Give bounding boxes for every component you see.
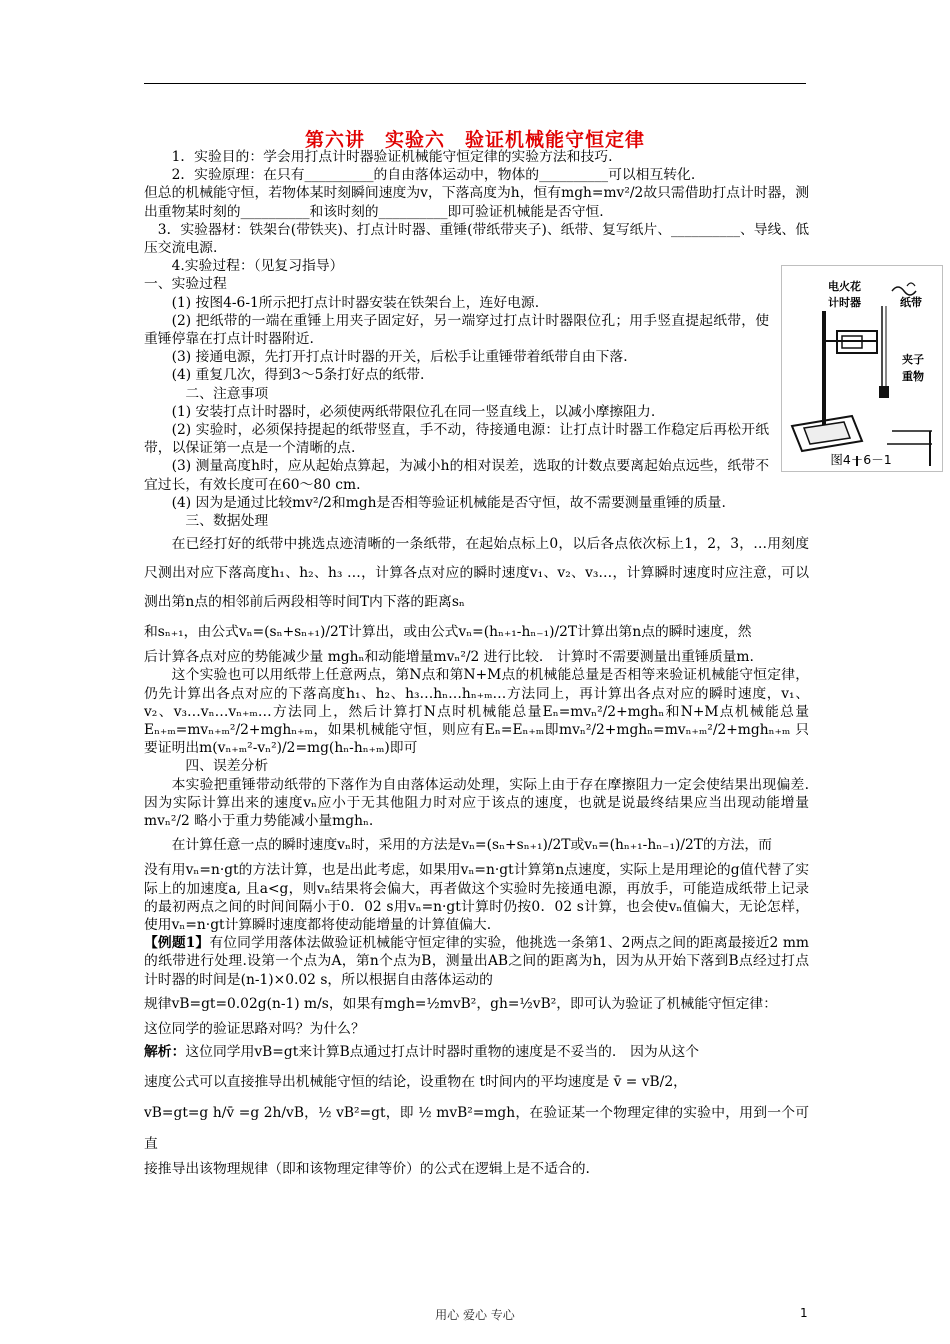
document-body [144,148,823,1178]
example-label: 【例题1】 [144,935,210,952]
figure-label-timer: 计时器 [828,296,861,309]
figure-label-weight: 重物 [902,370,924,383]
list-item: (1) 按图4-6-1所示把打点计时器安装在铁架台上，连好电源. [171,294,540,311]
list-item: (3) 测量高度h时，应从起始点算起，为减小h的相对误差，选取的计数点要离起始点远些，纸带不宜过长，有效长度可在60～80 cm. [144,458,769,493]
section2-heading: 二、注意事项 [185,385,269,402]
page-title: 第六讲 实验六 验证机械能守恒定律 [304,129,645,151]
answer-p2: 速度公式可以直接推导出机械能守恒的结论，设重物在 t时间内的平均速度是 v̄ = vB/2， [144,1073,687,1090]
figure-caption: 图4－6－1 [830,452,892,467]
list-item: (4) 因为是通过比较mv²/2和mgh是否相等验证机械能是否守恒，故不需要测量重锤的质量. [171,494,726,511]
list-item: (4) 重复几次，得到3～5条打好点的纸带. [171,367,425,384]
answer-p4: 接推导出该物理规律（即和该物理定律等价）的公式在逻辑上是不适合的. [144,1160,590,1177]
section4-heading: 四、误差分析 [185,758,269,775]
figure-label-clip: 夹子 [902,353,924,366]
section1-heading: 一、实验过程 [144,276,227,293]
answer-text: 这位同学用vB=gt来计算B点通过打点计时器时重物的速度是不妥当的. 因为从这个 [185,1043,700,1060]
equipment-text: 3．实验器材：铁架台(带铁夹)、打点计时器、重锤(带纸带夹子)、纸带、复写纸片、__________、导线、低压交流电源. [144,221,809,257]
list-item: (2) 把纸带的一端在重锤上用夹子固定好，另一端穿过打点计时器限位孔；用手竖直提起纸带，使重锤停靠在打点计时器附近. [144,312,769,348]
page-number: 1 [800,1306,808,1320]
error-analysis-p2a: 在计算任意一点的瞬时速度vₙ时，采用的方法是vₙ=(sₙ+sₙ₊₁)/2T或vₙ=(hₙ₊₁-hₙ₋₁)/2T的方法，而 [171,837,772,854]
list-item: (1) 安装打点计时器时，必须使两纸带限位孔在同一竖直线上，以减小摩擦阻力. [171,403,656,420]
apparatus-figure [781,265,943,472]
data-processing-p1c: 后计算各点对应的势能减少量 mghₙ和动能增量mvₙ²/2 进行比较. 计算时不需要测量出重锤质量m. [144,649,754,666]
error-analysis-p2b: 没有用vₙ=n·gt的方法计算，也是出此考虑，如果用vₙ=n·gt计算第n点速度，实际上是用理论的g值代替了实际上的加速度a, 且a<g，则vₙ结果将会偏大，再者做这个实验时先接通电源，再放手，可能造成纸带上记录的最初两点之间的时间间隔小于0．02 s用vₙ=n·gt计算时仍按0．02 s计算，也会使vₙ值偏大，无论怎样，使用vₙ=n·gt计算瞬时速度都将使动能增量的计算值偏大. [144,862,809,933]
procedure-title: 4.实验过程：（见复习指导） [171,258,344,275]
footer-text: 用心 爱心 专心 [435,1308,515,1322]
section1-steps [144,294,769,494]
list-item: (2) 实验时，必须保持提起的纸带竖直，手不动，待接通电源：让打点计时器工作稳定后再松开纸带，以保证第一点是一个清晰的点. [144,422,769,457]
data-processing-p1: 在已经打好的纸带中挑选点迹清晰的一条纸带，在起始点标上0，以后各点依次标上1，2，3，…用刻度尺测出对应下落高度h₁、h₂、h₃ …，计算各点对应的瞬时速度v₁、v₂、v₃…，计算瞬时速度时应注意，可以测出第n点的相邻前后两段相等时间T内下落的距离sₙ [144,536,809,611]
example-p1 [144,934,809,989]
answer-p3: vB=gt=g h/v̄ =g 2h/vB，½ vB²=gt，即 ½ mvB²=mgh，在验证某一个物理定律的实验中，用到一个可直 [144,1104,809,1152]
header-rule [144,83,806,84]
purpose-text: 1．实验目的：学会用打点计时器验证机械能守恒定律的实验方法和技巧. [171,149,613,165]
principle-text-b: 但总的机械能守恒，若物体某时刻瞬间速度为v，下落高度为h，恒有mgh=mv²/2故只需借助打点计时器，测出重物某时刻的__________和该时刻的__________即可验证机械能是否守恒. [144,185,809,220]
error-analysis-p1: 本实验把重锤带动纸带的下落作为自由落体运动处理，实际上由于存在摩擦阻力一定会使结果出现偏差. 因为实际计算出来的速度vₙ应小于无其他阻力时对应于该点的速度，也就是说最终结果应当出现动能增量mvₙ²/2 略小于重力势能减小量mghₙ. [144,776,823,830]
answer-p1 [144,1038,809,1067]
figure-label-spark: 电火花 [828,280,861,293]
example-question: 这位同学的验证思路对吗？为什么？ [144,1020,365,1037]
section3-heading: 三、数据处理 [185,513,269,530]
example-p1b: 规律vB=gt=0.02g(n-1) m/s，如果有mgh=½mvB²，gh=½vB²，即可认为验证了机械能守恒定律： [144,995,777,1012]
figure-label-tape: 纸带 [900,296,922,309]
answer-label: 解析： [144,1043,186,1060]
list-item: (3) 接通电源，先打开打点计时器的开关，后松手让重锤带着纸带自由下落. [171,349,628,366]
principle-text-a: 2．实验原理：在只有__________的自由落体运动中，物体的__________可以相互转化. [171,167,696,184]
data-processing-p1b: 和sₙ₊₁，由公式vₙ=(sₙ+sₙ₊₁)/2T计算出，或由公式vₙ=(hₙ₊₁-hₙ₋₁)/2T计算出第n点的瞬时速度，然 [144,624,752,641]
example-text: 有位同学用落体法做验证机械能守恒定律的实验，他挑选一条第1、2两点之间的距离最接近2 mm的纸带进行处理.设第一个点为A，第n个点为B，测量出AB之间的距离为h，因为从开始下落到B点经过打点计时器的时间是(n-1)×0.02 s，所以根据自由落体运动的 [144,935,809,988]
data-processing-p2: 这个实验也可以用纸带上任意两点，第N点和第N+M点的机械能总量是否相等来验证机械能守恒定律，仍先计算出各点对应的下落高度h₁、h₂、h₃…hₙ…hₙ₊ₘ…方法同上，再计算出各点对应的瞬时速度，v₁、v₂、v₃…vₙ…vₙ₊ₘ…方法同上，然后计算打N点时机械能总量Eₙ=mvₙ²/2+mghₙ和N+M点机械能总量Eₙ₊ₘ=mvₙ₊ₘ²/2+mghₙ₊ₘ，如果机械能守恒，则应有Eₙ=Eₙ₊ₘ即mvₙ²/2+mghₙ=mvₙ₊ₘ²/2+mghₙ₊ₘ 只要证明出m(vₙ₊ₘ²-vₙ²)/2=mg(hₙ-hₙ₊ₘ)即可 [144,667,809,757]
